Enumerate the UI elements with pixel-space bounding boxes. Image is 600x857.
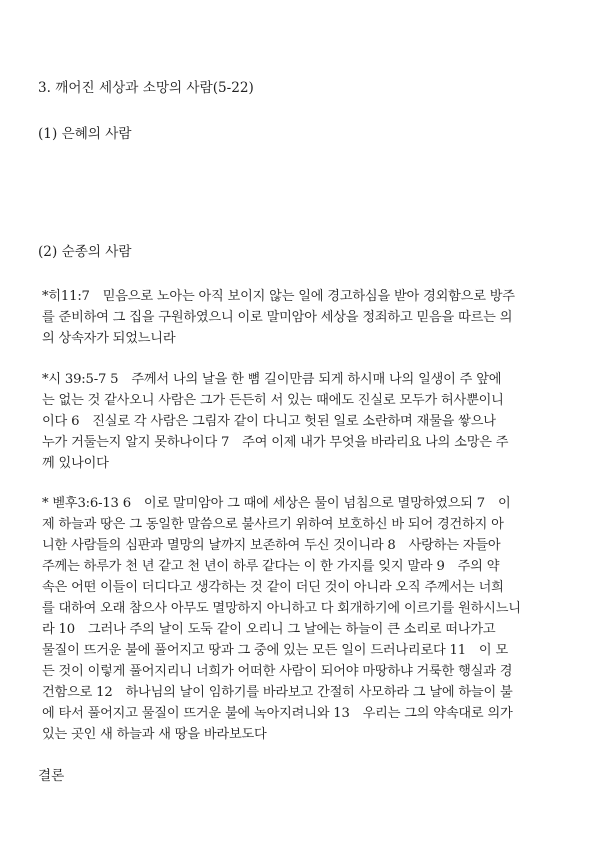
section-title: 3. 깨어진 세상과 소망의 사람(5-22) [38, 80, 254, 96]
verse-line: 이다 6 진실로 각 사람은 그림자 같이 다니고 헛된 일로 소란하며 재물을 쌓으나 [42, 414, 496, 429]
subsection-grace-heading: (1) 은혜의 사람 [38, 126, 132, 142]
verse-line: 에 타서 풀어지고 물질이 뜨거운 불에 녹아지려니와 13 우리는 그의 약속대로 의가 [42, 706, 513, 721]
verse-line: 니한 사람들의 심판과 멸망의 날까지 보존하여 두신 것이니라 8 사랑하는 자들아 [42, 538, 501, 553]
verse-line: 는 없는 것 같사오니 사람은 그가 든든히 서 있는 때에도 진실로 모두가 허사뿐이니 [42, 393, 504, 408]
verse-line: 라 10 그러나 주의 날이 도둑 같이 오리니 그 날에는 하늘이 큰 소리로 떠나가고 [42, 622, 496, 637]
verse-line: 의 상속자가 되었느니라 [42, 331, 176, 346]
verse-line: 제 하늘과 땅은 그 동일한 말씀으로 불사르기 위하여 보호하신 바 되어 경건하지 아 [42, 517, 504, 532]
verse-line: *시 39:5-7 5 주께서 나의 날을 한 뼘 길이만큼 되게 하시매 나의 일생이 주 앞에 [42, 372, 502, 387]
verse-line: 누가 거둘는지 알지 못하나이다 7 주여 이제 내가 무엇을 바라리요 나의 소망은 주 [42, 435, 509, 450]
conclusion-heading: 결론 [38, 768, 65, 784]
verse-line: *히11:7 믿음으로 노아는 아직 보이지 않는 일에 경고하심을 받아 경외함으로 방주 [42, 289, 515, 304]
verse-line: * 벧후3:6-13 6 이로 말미암아 그 때에 세상은 물이 넘침으로 멸망하였으되 7 이 [42, 496, 511, 511]
verse-line: 주께는 하루가 천 년 같고 천 년이 하루 같다는 이 한 가지를 잊지 말라 9 주의 약 [42, 559, 500, 574]
verse-line: 있는 곳인 새 하늘과 새 땅을 바라보도다 [42, 727, 267, 742]
verse-line: 든 것이 이렇게 풀어지리니 너희가 어떠한 사람이 되어야 마땅하냐 거룩한 행실과 경 [42, 664, 513, 679]
verse-line: 를 대하여 오래 참으사 아무도 멸망하지 아니하고 다 회개하기에 이르기를 원하시느니 [42, 601, 521, 616]
verse-line: 께 있나이다 [42, 456, 109, 471]
verse-line: 속은 어떤 이들이 더디다고 생각하는 것 같이 더딘 것이 아니라 오직 주께서는 너희 [42, 580, 504, 595]
verse-line: 를 준비하여 그 집을 구원하였으니 이로 말미암아 세상을 정죄하고 믿음을 따르는 의 [42, 310, 513, 325]
subsection-obedience-heading: (2) 순종의 사람 [38, 244, 132, 260]
verse-line: 건함으로 12 하나님의 날이 임하기를 바라보고 간절히 사모하라 그 날에 하늘이 불 [42, 685, 513, 700]
verse-line: 물질이 뜨거운 불에 풀어지고 땅과 그 중에 있는 모든 일이 드러나리로다 11 이 모 [42, 643, 508, 658]
